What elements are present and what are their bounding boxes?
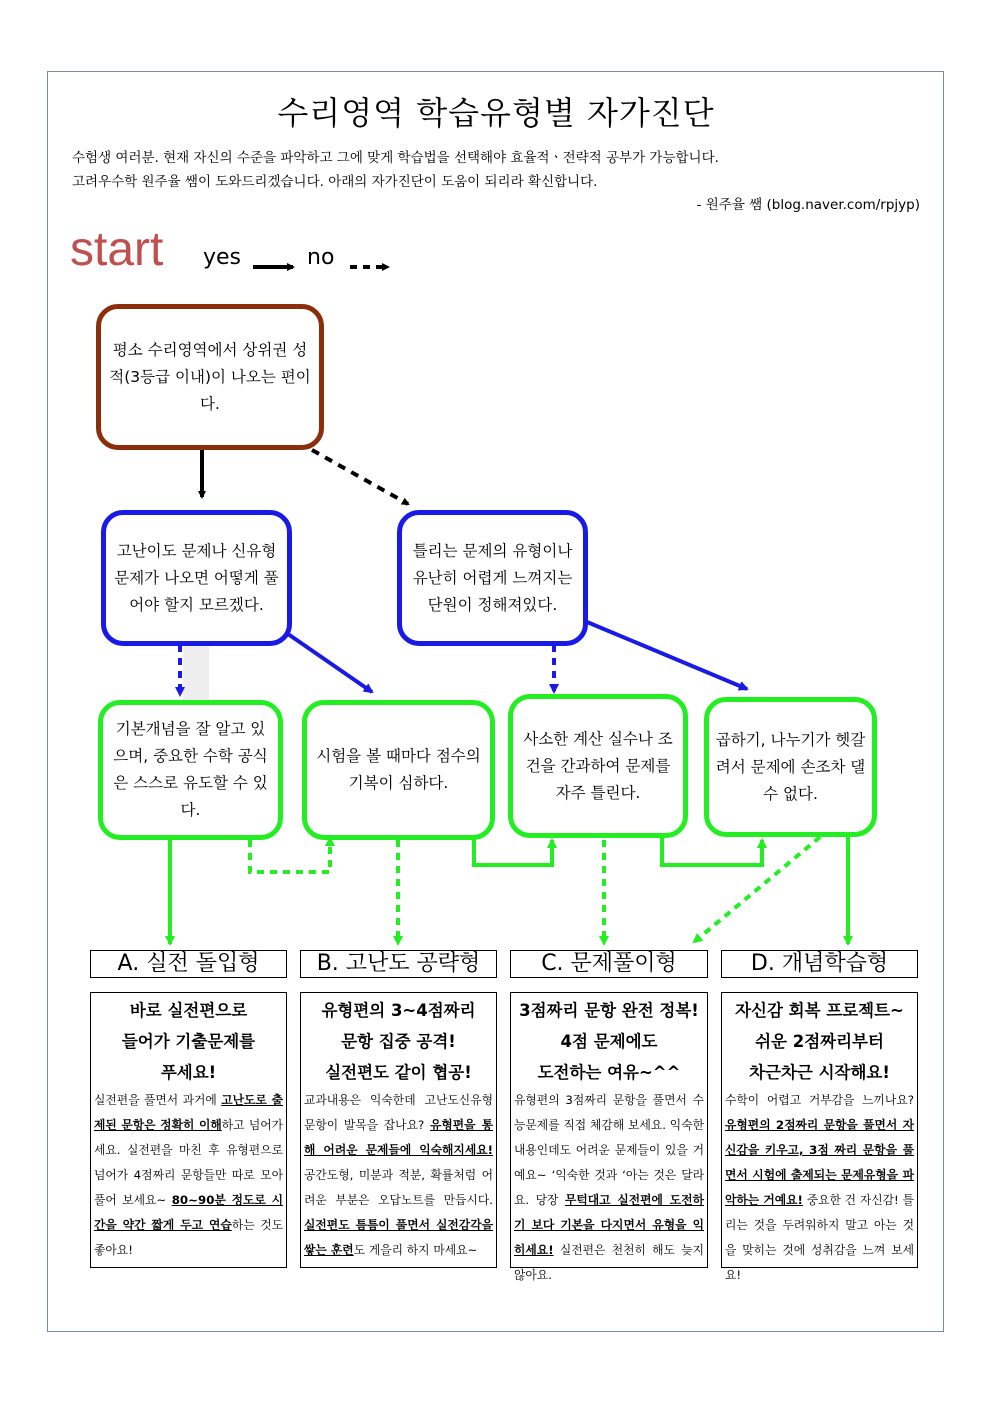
category-a-label: A. 실전 돌입형 — [90, 950, 287, 978]
category-c-heading-3: 도전하는 여유~^^ — [537, 1063, 681, 1082]
page-title: 수리영역 학습유형별 자가진단 — [277, 94, 715, 132]
statement-node-1 — [98, 700, 283, 840]
question-node-2 — [101, 510, 292, 646]
question-node-3 — [397, 510, 588, 646]
intro-line-2: 고려우수학 원주율 쌤이 도와드리겠습니다. 아래의 자가진단이 도움이 되리라 확신합니다. — [72, 174, 598, 190]
statement-node-2-text: 시험을 볼 때마다 점수의 기복이 심하다. — [316, 747, 481, 792]
arrow-g4-C — [694, 837, 820, 942]
category-b-heading-3: 실전편도 같이 협공! — [325, 1063, 472, 1082]
category-a-panel — [90, 992, 287, 1268]
category-b-body-5: 도 게을리 하지 마세요~ — [353, 1243, 478, 1257]
category-d-heading-2: 쉬운 2점짜리부터 — [755, 1032, 884, 1051]
category-c-body-3: 실전편은 천천히 해도 늦지 않아요. — [514, 1243, 704, 1282]
category-a-heading-1: 바로 실전편으로 — [129, 1001, 248, 1020]
statement-node-2 — [302, 700, 495, 840]
category-d-body-2: 유형편의 2점짜리 문항을 풀면서 자신감을 키우고, 3점 짜리 문항을 풀면서 시험에 출제되는 문제유형을 파악하는 거예요! — [725, 1118, 914, 1207]
category-c-heading-1: 3점짜리 문항 완전 정복! — [519, 1001, 699, 1020]
category-b-body-2: 유형편을 통해 어려운 문제들에 익숙해지세요! — [304, 1118, 493, 1157]
start-label: start — [70, 223, 164, 276]
category-c-body — [514, 1088, 704, 1288]
highlight-strip — [183, 646, 209, 700]
legend-no-label: no — [307, 245, 335, 270]
question-node-2-text: 고난이도 문제나 신유형 문제가 나오면 어떻게 풀어야 할지 모르겠다. — [114, 541, 279, 614]
arrow-q1-q3 — [312, 450, 408, 504]
category-c-panel — [510, 992, 708, 1282]
arrow-q3-g4 — [587, 622, 747, 689]
signature: - 원주율 쌤 (blog.naver.com/rpjyp) — [696, 197, 920, 213]
category-d-body — [725, 1088, 914, 1288]
intro-line-1: 수험생 여러분. 현재 자신의 수준을 파악하고 그에 맞게 학습법을 선택해야 효율적ㆍ전략적 공부가 가능합니다. — [72, 150, 719, 166]
category-b-body-1: 교과내용은 익숙한데 고난도신유형 문항이 발목을 잡나요? — [304, 1093, 493, 1132]
category-d-label: D. 개념학습형 — [721, 950, 918, 978]
category-b-label: B. 고난도 공략형 — [300, 950, 497, 978]
statement-node-1-text: 기본개념을 잘 알고 있으며, 중요한 수학 공식은 스스로 유도할 수 있다. — [113, 720, 268, 819]
legend-yes-label: yes — [203, 245, 242, 270]
category-a-body-5: 하는 것도 좋아요! — [94, 1218, 283, 1257]
category-d-heading-3: 차근차근 시작해요! — [749, 1063, 890, 1082]
statement-node-3-text: 사소한 계산 실수나 조건을 간과하여 문제를 자주 틀린다. — [523, 729, 673, 802]
category-b-heading-2: 문항 집중 공격! — [341, 1032, 456, 1051]
category-c-label: C. 문제풀이형 — [510, 950, 708, 978]
arrow-g1-g2 — [250, 838, 330, 872]
category-b-body-4: 실전편도 틈틈이 풀면서 실전감각을 쌓는 훈련 — [304, 1218, 493, 1257]
category-d-body-1: 수학이 어렵고 거부감을 느끼나요? — [725, 1093, 914, 1107]
category-a-body-4: 80~90분 정도로 시간을 약간 짧게 두고 연습 — [94, 1193, 283, 1232]
category-b-body — [304, 1088, 493, 1263]
category-d-panel — [721, 992, 918, 1282]
question-node-1 — [96, 304, 324, 450]
statement-node-4 — [704, 697, 877, 837]
category-c-body-1: 유형편의 3점짜리 문항을 풀면서 수능문제를 직접 체감해 보세요. 익숙한 내용인데도 어려운 문제들이 있을 거예요~ ‘익숙한 것과 ‘아는 것은 달라요. 당장 — [514, 1093, 704, 1207]
category-a-body-3: 하고 넘어가세요. 실전편을 마친 후 유형편으로 넘어가 4점짜리 문항들만 따로 모아 풀어 보세요~ — [94, 1118, 284, 1207]
category-a-body — [94, 1088, 283, 1263]
category-c-heading-2: 4점 문제에도 — [560, 1032, 658, 1051]
category-d-heading-1: 자신감 회복 프로젝트~ — [735, 1001, 904, 1020]
category-b-panel — [300, 992, 497, 1268]
statement-node-4-text: 곱하기, 나누기가 헷갈려서 문제에 손조차 댈 수 없다. — [715, 730, 866, 803]
category-a-heading-2: 들어가 기출문제를 — [121, 1032, 256, 1051]
question-node-1-text: 평소 수리영역에서 상위권 성적(3등급 이내)이 나오는 편이다. — [109, 340, 311, 413]
category-b-heading-1: 유형편의 3~4점짜리 — [321, 1001, 476, 1020]
category-c-body-2: 무턱대고 실전편에 도전하기 보다 기본을 다지면서 유형을 익히세요! — [514, 1193, 704, 1257]
category-a-heading-3: 푸세요! — [160, 1063, 217, 1082]
category-b-body-3: 공간도형, 미분과 적분, 확률처럼 어려운 부분은 오답노트를 만듭시다. — [304, 1168, 493, 1207]
category-d-body-3: 중요한 건 자신감! 틀리는 것을 두려워하지 말고 아는 것을 맞히는 것에 성취감을 느껴 보세요! — [725, 1193, 914, 1282]
category-a-body-1: 실전편을 풀면서 과거에 — [94, 1093, 222, 1107]
statement-node-3 — [508, 694, 688, 838]
arrow-g2-g3 — [474, 835, 552, 865]
question-node-3-text: 틀리는 문제의 유형이나 유난히 어렵게 느껴지는 단원이 정해져있다. — [412, 541, 573, 614]
category-a-body-2: 고난도로 출제된 문항은 정확히 이해 — [94, 1093, 283, 1132]
arrow-g3-g4 — [662, 835, 762, 865]
arrow-q2-g2 — [288, 634, 372, 692]
